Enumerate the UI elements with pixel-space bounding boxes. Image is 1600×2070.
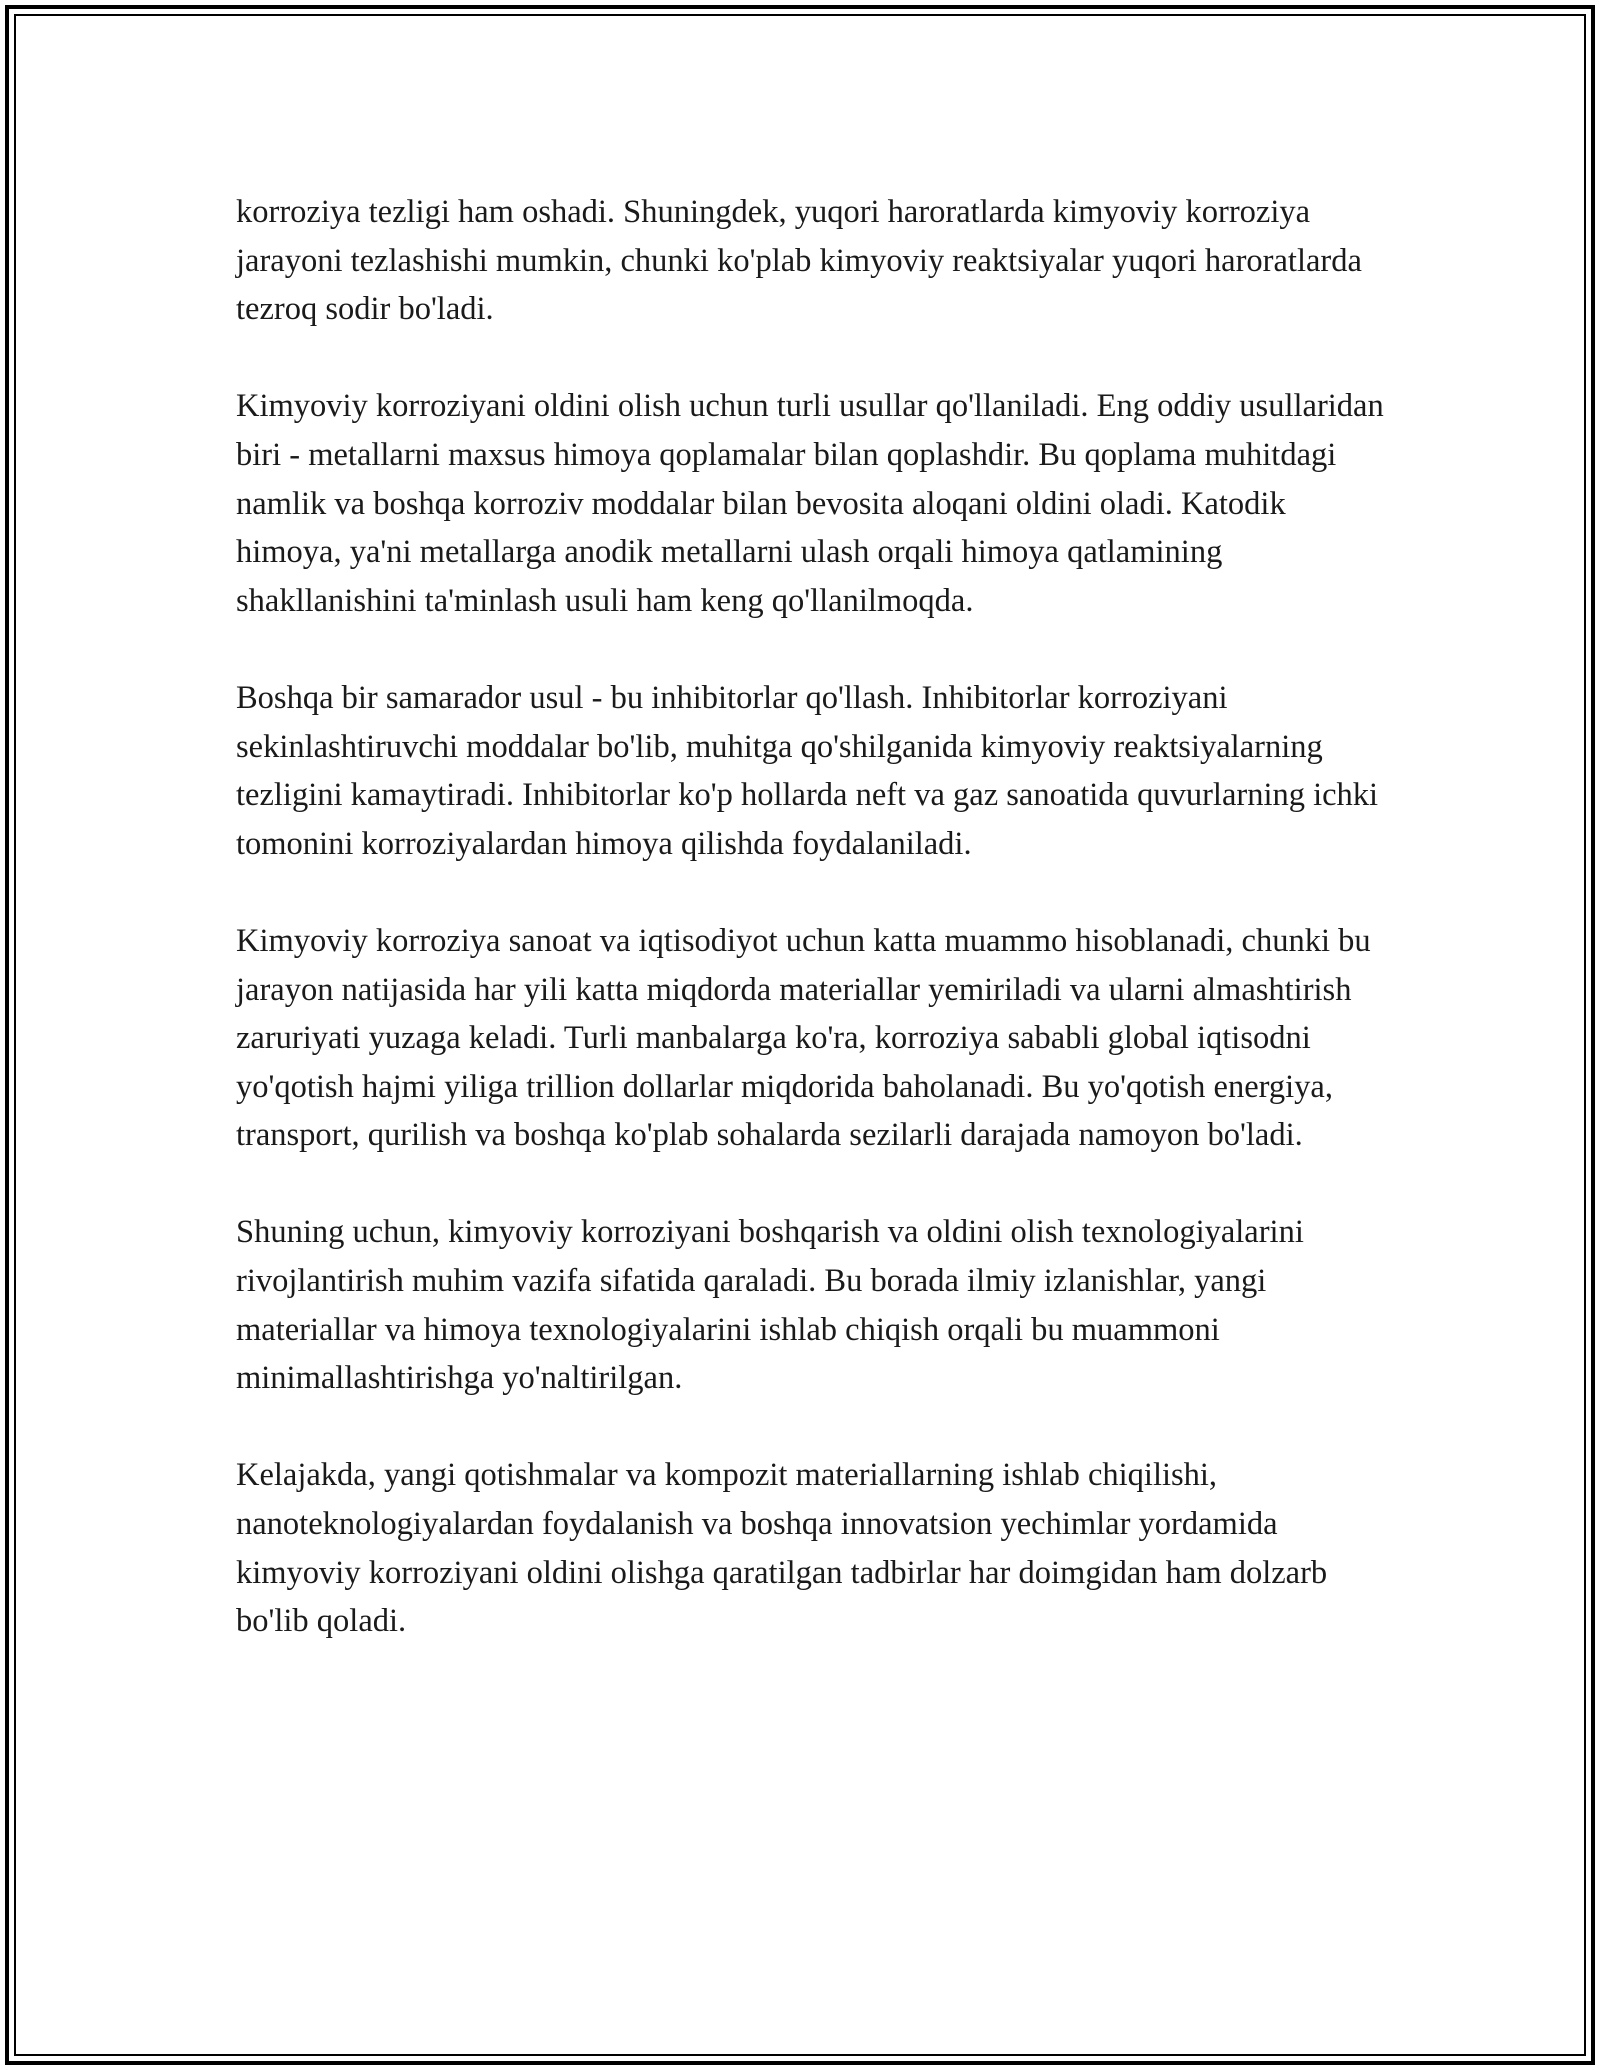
paragraph-4: Kimyoviy korroziya sanoat va iqtisodiyot uchun katta muammo hisoblanadi, chunki bu jarayon natijasida har yili katta miqdorda materiallar yemiriladi va ularni almashtirish zaruriyati yuzaga keladi. Turli manbalarga ko'ra, korroziya sababli global iqtisodni yo'qotish hajmi yiliga trillion dollarlar miqdorida baholanadi. Bu yo'qotish energiya, transport, qurilish va boshqa ko'plab sohalarda sezilarli darajada namoyon bo'ladi.	[236, 922, 1371, 1154]
paragraph-5: Shuning uchun, kimyoviy korroziyani boshqarish va oldini olish texnologiyalarini rivojlantirish muhim vazifa sifatida qaraladi. Bu borada ilmiy izlanishlar, yangi materiallar va himoya texnologiyalarini ishlab chiqish orqali bu muammoni minimallashtirishga yo'naltirilgan.	[236, 1214, 1304, 1397]
paragraph-3: Boshqa bir samarador usul - bu inhibitorlar qo'llash. Inhibitorlar korroziyani sekinlashtiruvchi moddalar bo'lib, muhitga qo'shilganida kimyoviy reaktsiyalarning tezligini kamaytiradi. Inhibitorlar ko'p hollarda neft va gaz sanoatida quvurlarning ichki tomonini korroziyalardan himoya qilishda foydalaniladi.	[236, 679, 1379, 862]
paragraph-6: Kelajakda, yangi qotishmalar va kompozit materiallarning ishlab chiqilishi, nanoteknologiyalardan foydalanish va boshqa innovatsion yechimlar yordamida kimyoviy korroziyani oldini olishga qaratilgan tadbirlar har doimgidan ham dolzarb bo'lib qoladi.	[236, 1457, 1328, 1640]
paragraph-1: korroziya tezligi ham oshadi. Shuningdek, yuqori haroratlarda kimyoviy korroziya jarayoni tezlashishi mumkin, chunki ko'plab kimyoviy reaktsiyalar yuqori haroratlarda tezroq sodir bo'ladi.	[236, 194, 1362, 328]
paragraph-2: Kimyoviy korroziyani oldini olish uchun turli usullar qo'llaniladi. Eng oddiy usullaridan biri - metallarni maxsus himoya qoplamalar bilan qoplashdir. Bu qoplama muhitdagi namlik va boshqa korroziv moddalar bilan bevosita aloqani oldini oladi. Katodik himoya, ya'ni metallarga anodik metallarni ulash orqali himoya qatlamining shakllanishini ta'minlash usuli ham keng qo'llanilmoqda.	[236, 388, 1384, 619]
document-body	[236, 188, 1386, 1646]
